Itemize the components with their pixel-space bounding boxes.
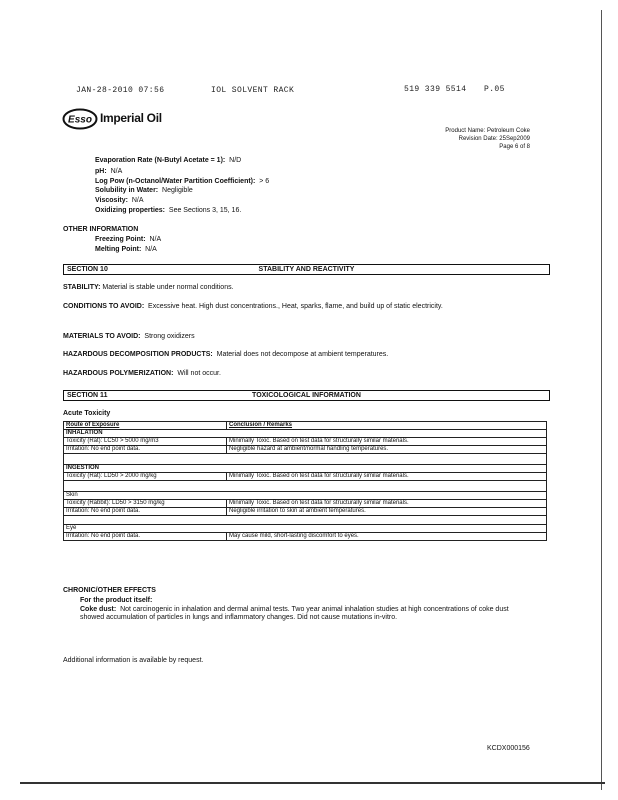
esso-oval-icon (62, 108, 98, 130)
hazardous-decomposition: HAZARDOUS DECOMPOSITION PRODUCTS: Material does not decompose at ambient temperatures. (63, 351, 389, 358)
prop-oxidizing: Oxidizing properties: See Sections 3, 15, 16. (95, 207, 242, 214)
product-name: Product Name: Petroleum Coke (445, 128, 530, 134)
group-inhalation: INHALATION (64, 430, 547, 438)
table-row: Irritation: No end point data. Negligible hazard at ambient/normal handling temperatures. (64, 446, 547, 454)
prop-evaporation: Evaporation Rate (N-Butyl Acetate = 1): N/D (95, 157, 242, 164)
additional-info: Additional information is available by request. (63, 657, 204, 664)
for-product-itself: For the product itself: (80, 597, 153, 604)
prop-viscosity: Viscosity: N/A (95, 197, 144, 204)
melting-point: Melting Point: N/A (95, 246, 157, 253)
group-skin: Skin (64, 492, 547, 500)
spacer-row (64, 454, 547, 465)
materials-to-avoid: MATERIALS TO AVOID: Strong oxidizers (63, 333, 195, 340)
document-id: KCDX000156 (487, 745, 530, 752)
chronic-heading: CHRONIC/OTHER EFFECTS (63, 587, 156, 594)
table-row: Irritation: No end point data. Negligible irritation to skin at ambient temperatures. (64, 508, 547, 516)
fax-station: IOL SOLVENT RACK (211, 86, 295, 95)
section-11-header: SECTION 11 TOXICOLOGICAL INFORMATION (63, 390, 550, 401)
toxicity-table (63, 421, 547, 541)
page-bottom-edge (20, 782, 605, 784)
col-conclusion-header: Conclusion / Remarks (227, 422, 547, 430)
page-edge-line (601, 10, 602, 790)
hazardous-polymerization: HAZARDOUS POLYMERIZATION: Will not occur. (63, 370, 221, 377)
company-logo (62, 108, 202, 130)
acute-toxicity-heading: Acute Toxicity (63, 410, 111, 417)
fax-phone: 519 339 5514 (404, 85, 467, 94)
table-row: Toxicity (Rat): LC50 > 5000 mg/m3 Minimally Toxic. Based on test data for structurally similar materials. (64, 438, 547, 446)
table-row: Toxicity (Rabbit): LD50 > 3150 mg/kg Minimally Toxic. Based on test data for structurally similar materials. (64, 500, 547, 508)
company-name: Imperial Oil (100, 111, 162, 125)
svg-text:Esso: Esso (68, 114, 92, 126)
prop-solubility: Solubility in Water: Negligible (95, 187, 193, 194)
table-header-row (64, 422, 547, 430)
freezing-point: Freezing Point: N/A (95, 236, 162, 243)
conditions-to-avoid: CONDITIONS TO AVOID: Excessive heat. High dust concentrations., Heat, sparks, flame, and build up of static electricity. (63, 303, 443, 310)
table-row: Toxicity (Rat): LD50 > 2000 mg/kg Minimally Toxic. Based on test data for structurally similar materials. (64, 473, 547, 481)
col-route-header: Route of Exposure (64, 422, 227, 430)
fax-page: P.05 (484, 85, 505, 94)
other-info-heading: OTHER INFORMATION (63, 226, 139, 233)
table-row: Irritation: No end point data. May cause mild, short-lasting discomfort to eyes. (64, 533, 547, 541)
group-eye: Eye (64, 525, 547, 533)
stability-line: STABILITY: Material is stable under normal conditions. (63, 284, 234, 291)
group-ingestion: INGESTION (64, 465, 547, 473)
coke-dust-text: Coke dust: Not carcinogenic in inhalation and dermal animal tests. Two year animal inhalation studies at high concentrations of coke dust showed accumulation of particles in lungs and inflammatory changes. Did not cause mutations in-vitro. (80, 606, 509, 621)
page-number: Page 6 of 8 (499, 144, 530, 150)
spacer-row (64, 516, 547, 525)
revision-date: Revision Date: 25Sep2009 (458, 136, 530, 142)
spacer-row (64, 481, 547, 492)
prop-ph: pH: N/A (95, 168, 123, 175)
section-10-header: SECTION 10 STABILITY AND REACTIVITY (63, 264, 550, 275)
fax-datetime: JAN-28-2010 07:56 (76, 86, 165, 95)
prop-log-pow: Log Pow (n-Octanol/Water Partition Coefficient): > 6 (95, 178, 270, 185)
